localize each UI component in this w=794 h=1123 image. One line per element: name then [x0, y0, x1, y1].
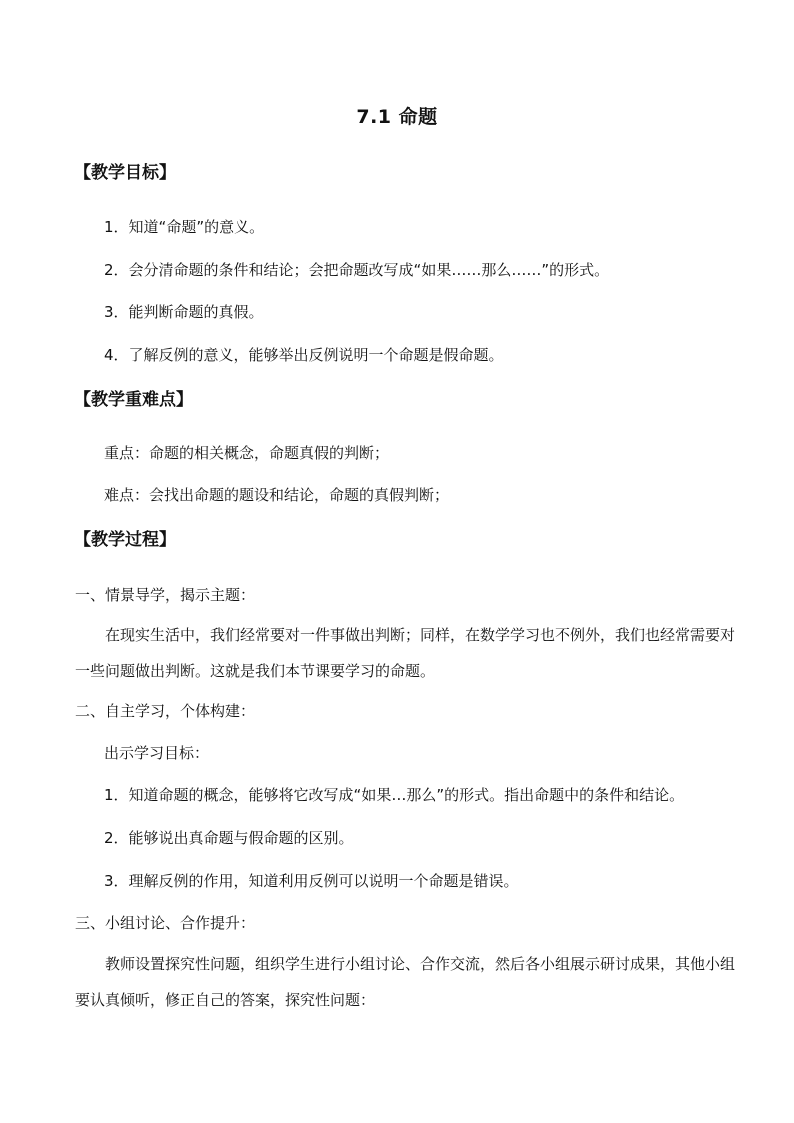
goal-item-4: 4．了解反例的意义，能够举出反例说明一个命题是假命题。	[104, 346, 504, 364]
step-2-item-3: 3．理解反例的作用，知道利用反例可以说明一个命题是错误。	[104, 872, 519, 890]
step-2-item-1: 1．知道命题的概念，能够将它改写成“如果…那么”的形式。指出命题中的条件和结论。	[104, 786, 685, 804]
step-3-paragraph: 教师设置探究性问题，组织学生进行小组讨论、合作交流，然后各小组展示研讨成果，其他小组要认真倾听，修正自己的答案，探究性问题：	[75, 955, 736, 1009]
goal-item-3: 3．能判断命题的真假。	[104, 303, 264, 321]
step-2-item-2: 2．能够说出真命题与假命题的区别。	[104, 829, 354, 847]
step-2-intro: 出示学习目标：	[104, 744, 210, 762]
key-point-difficulty: 难点：会找出命题的题设和结论，命题的真假判断；	[104, 486, 450, 504]
step-3-title: 三、小组讨论、合作提升：	[75, 914, 256, 932]
step-1-title: 一、情景导学，揭示主题：	[75, 586, 256, 604]
goal-item-1: 1．知道“命题”的意义。	[104, 218, 265, 236]
goal-item-2: 2．会分清命题的条件和结论；会把命题改写成“如果……那么……”的形式。	[104, 261, 610, 279]
section-heading-key-points: 【教学重难点】	[74, 390, 193, 410]
step-2-title: 二、自主学习，个体构建：	[75, 702, 256, 720]
section-heading-goals: 【教学目标】	[74, 163, 176, 183]
key-point-focus: 重点：命题的相关概念，命题真假的判断；	[104, 444, 390, 462]
section-heading-process: 【教学过程】	[74, 530, 176, 550]
page-title: 7.1 命题	[356, 106, 438, 128]
step-1-paragraph: 在现实生活中，我们经常要对一件事做出判断；同样，在数学学习也不例外，我们也经常需要对一些问题做出判断。这就是我们本节课要学习的命题。	[75, 626, 736, 680]
